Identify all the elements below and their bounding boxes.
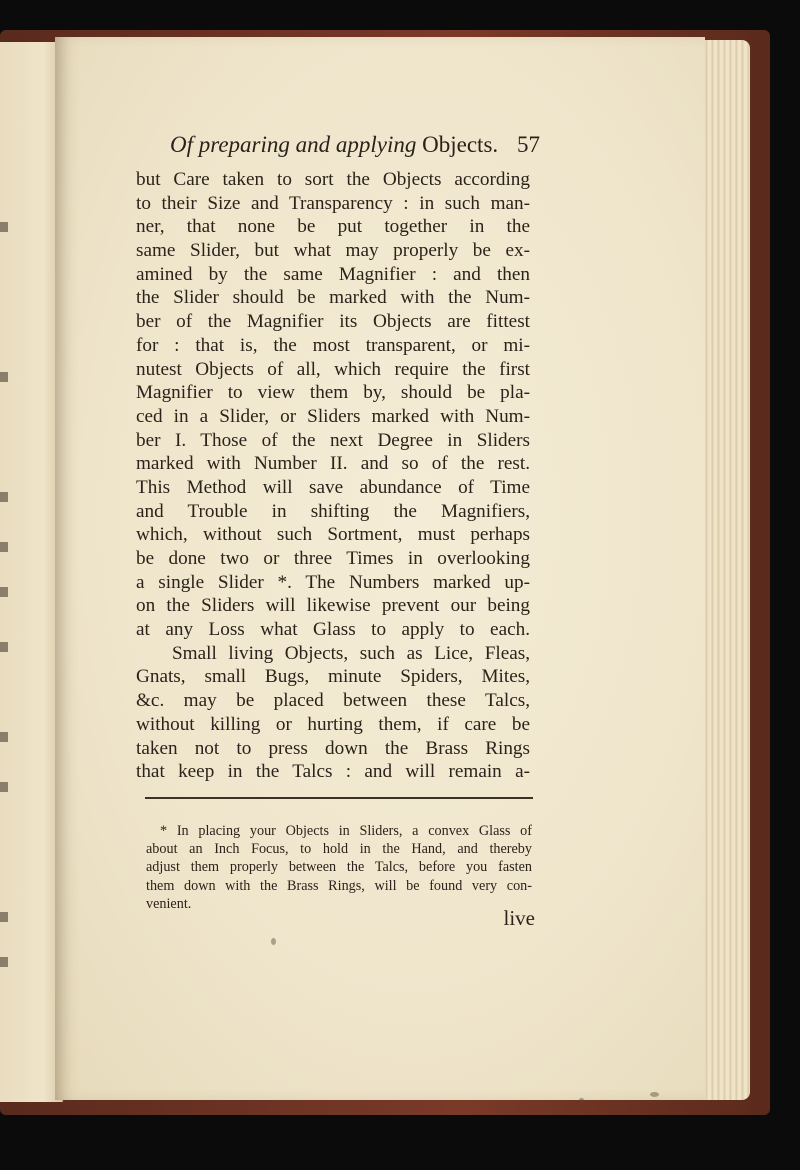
text-line: same Slider, but what may properly be ex- [136,240,530,262]
foxing-spot [650,1092,659,1097]
text-line: to their Size and Transparency : in such man- [136,192,530,214]
footnote-line: adjust them properly between the Talcs, before you fasten [146,859,532,876]
text-line: be done two or three Times in overlooking [136,548,530,569]
footnote [146,822,532,913]
text-line: that keep in the Talcs : and will remain a- [136,761,530,783]
catchword: live [503,906,535,930]
footnote-line: about an Inch Focus, to hold in the Hand, and thereby [146,841,532,858]
body-text [136,168,530,784]
text-line: ber I. Those of the next Degree in Sliders [136,429,530,451]
text-line: nutest Objects of all, which require the first [136,358,530,380]
foxing-spot [579,1098,584,1102]
text-line: This Method will save abundance of Time [136,476,530,498]
text-line: on the Sliders will likewise prevent our being [136,595,530,617]
text-line: ced in a Slider, or Sliders marked with Num- [136,405,530,427]
text-line: Small living Objects, such as Lice, Fleas, [172,642,530,664]
header-title [170,132,498,158]
text-line: which, without such Sortment, must perhaps [136,524,530,546]
header-title-roman: Objects. [422,132,499,157]
text-line: the Slider should be marked with the Num- [136,287,530,309]
footnote-line: * In placing your Objects in Sliders, a convex Glass of [160,823,532,839]
footnote-line: venient. [146,895,192,912]
text-line: Magnifier to view them by, should be pla- [136,382,530,404]
text-line: ber of the Magnifier its Objects are fittest [136,311,530,333]
text-line: Gnats, small Bugs, minute Spiders, Mites, [136,666,530,688]
text-line: taken not to press down the Brass Rings [136,737,530,759]
text-line: a single Slider *. The Numbers marked up- [136,571,530,593]
page-number: 57 [517,132,540,157]
footnote-line: them down with the Brass Rings, will be found very con- [146,877,532,894]
text-line: at any Loss what Glass to apply to each. [136,619,530,641]
text-line: but Care taken to sort the Objects according [136,169,530,190]
footnote-rule [145,797,533,799]
text-line: without killing or hurting them, if care be [136,713,530,735]
text-line: and Trouble in shifting the Magnifiers, [136,500,530,522]
foxing-spot [271,938,276,945]
facing-page-edge [0,42,63,1102]
text-line: for : that is, the most transparent, or mi- [136,334,530,356]
text-line: &c. may be placed between these Talcs, [136,690,530,712]
text-line: amined by the same Magnifier : and then [136,263,530,285]
header-title-italic: Of preparing and applying [170,132,417,157]
running-header [170,132,540,166]
text-line: ner, that none be put together in the [136,216,530,238]
text-line: marked with Number II. and so of the rest. [136,453,530,475]
